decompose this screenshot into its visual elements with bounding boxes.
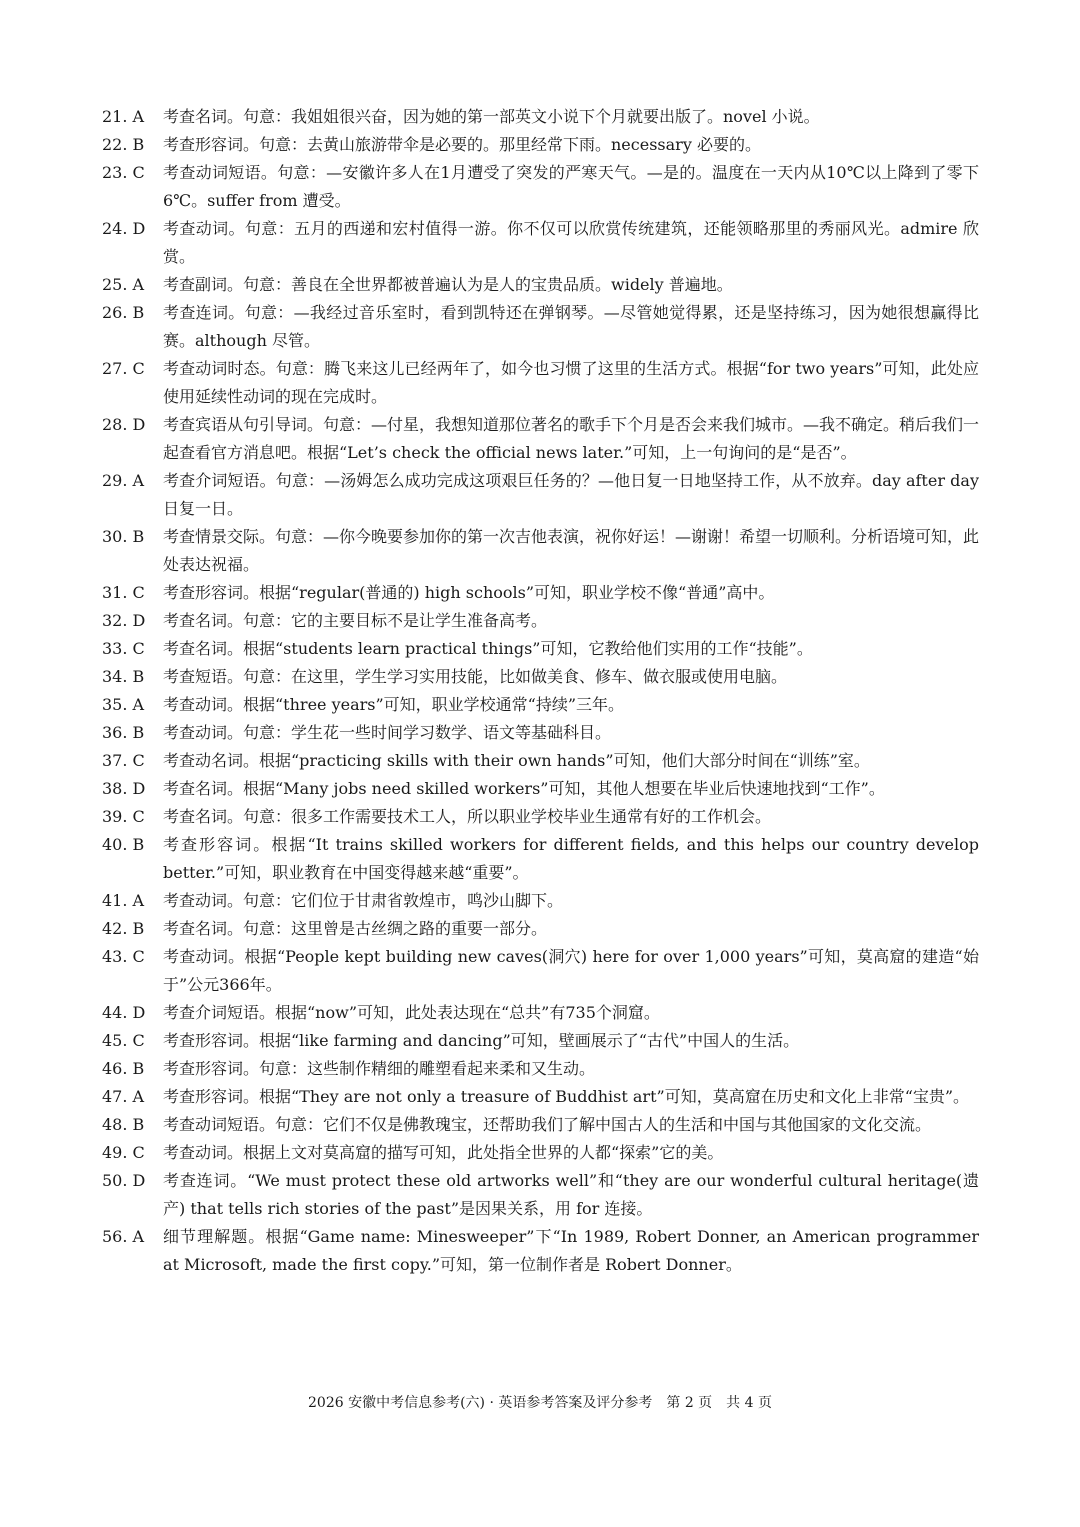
answer-explanation: 考查连词。“We must protect these old artworks well”和“they are our wonderful cultural heritage(遗产) that tells rich stories of the past”是因果关系，用 for 连接。 (163, 1171, 979, 1218)
answer-explanation: 考查动词。根据“three years”可知，职业学校通常“持续”三年。 (163, 695, 625, 714)
answer-number: 39. C (102, 807, 145, 826)
answer-explanation: 考查动词。根据“People kept building new caves(洞穴) here for over 1,000 years”可知，莫高窟的建造“始于”公元366年。 (163, 947, 979, 994)
answer-number: 45. C (102, 1031, 145, 1050)
answer-number: 33. C (102, 639, 145, 658)
answer-explanation: 考查名词。句意：我姐姐很兴奋，因为她的第一部英文小说下个月就要出版了。novel 小说。 (163, 107, 820, 126)
answer-item (0, 1167, 1080, 1223)
answer-item (0, 607, 1080, 635)
answer-number: 28. D (102, 415, 146, 434)
answer-explanation: 考查动名词。根据“practicing skills with their own hands”可知，他们大部分时间在“训练”室。 (163, 751, 870, 770)
answer-explanation: 考查形容词。根据“They are not only a treasure of Buddhist art”可知，莫高窟在历史和文化上非常“宝贵”。 (163, 1087, 970, 1106)
answer-explanation: 考查介词短语。根据“now”可知，此处表达现在“总共”有735个洞窟。 (163, 1003, 660, 1022)
answer-item (0, 719, 1080, 747)
answer-number: 21. A (102, 107, 145, 126)
answer-explanation: 考查情景交际。句意：—你今晚要参加你的第一次吉他表演，祝你好运！—谢谢！希望一切顺利。分析语境可知，此处表达祝福。 (163, 527, 980, 574)
answer-number: 49. C (102, 1143, 145, 1162)
answer-item (0, 691, 1080, 719)
answer-explanation: 考查动词短语。句意：—安徽许多人在1月遭受了突发的严寒天气。—是的。温度在一天内从10℃以上降到了零下6℃。suffer from 遭受。 (163, 163, 979, 210)
answer-number: 24. D (102, 219, 146, 238)
answer-explanation: 考查形容词。根据“like farming and dancing”可知，壁画展示了“古代”中国人的生活。 (163, 1031, 800, 1050)
answer-explanation: 考查名词。根据“Many jobs need skilled workers”可知，其他人想要在毕业后快速地找到“工作”。 (163, 779, 885, 798)
answer-number: 41. A (102, 891, 145, 910)
answer-explanation: 考查动词短语。句意：它们不仅是佛教瑰宝，还帮助我们了解中国古人的生活和中国与其他国家的文化交流。 (163, 1115, 932, 1134)
answer-number: 36. B (102, 723, 145, 742)
answer-number: 40. B (102, 835, 145, 854)
answer-item (0, 1139, 1080, 1167)
answer-number: 34. B (102, 667, 145, 686)
answer-item (0, 1027, 1080, 1055)
answer-item (0, 803, 1080, 831)
answer-explanation: 考查名词。根据“students learn practical things”可知，它教给他们实用的工作“技能”。 (163, 639, 813, 658)
answer-number: 46. B (102, 1059, 145, 1078)
answer-number: 27. C (102, 359, 145, 378)
answer-explanation: 考查动词时态。句意：腾飞来这儿已经两年了，如今也习惯了这里的生活方式。根据“for two years”可知，此处应使用延续性动词的现在完成时。 (163, 359, 979, 406)
answer-item (0, 299, 1080, 355)
answer-item (0, 635, 1080, 663)
answer-item (0, 131, 1080, 159)
answer-item (0, 411, 1080, 467)
answer-item (0, 1223, 1080, 1279)
answer-number: 25. A (102, 275, 145, 294)
answer-item (0, 1083, 1080, 1111)
answer-explanation: 考查宾语从句引导词。句意：—付星，我想知道那位著名的歌手下个月是否会来我们城市。—我不确定。稍后我们一起查看官方消息吧。根据“Let’s check the official news later.”可知，上一句询问的是“是否”。 (163, 415, 980, 462)
answer-number: 42. B (102, 919, 145, 938)
answer-number: 23. C (102, 163, 145, 182)
answer-item (0, 523, 1080, 579)
answer-explanation: 考查名词。句意：这里曾是古丝绸之路的重要一部分。 (163, 919, 548, 938)
answer-explanation: 考查动词。句意：学生花一些时间学习数学、语文等基础科目。 (163, 723, 612, 742)
answer-item (0, 579, 1080, 607)
answer-number: 37. C (102, 751, 145, 770)
answer-number: 35. A (102, 695, 145, 714)
answer-item (0, 775, 1080, 803)
answer-explanation: 考查介词短语。句意：—汤姆怎么成功完成这项艰巨任务的？—他日复一日地坚持工作，从不放弃。day after day 日复一日。 (163, 471, 979, 518)
answer-number: 50. D (102, 1171, 146, 1190)
answer-item (0, 943, 1080, 999)
answer-list (0, 103, 1080, 1279)
answer-number: 43. C (102, 947, 145, 966)
answer-explanation: 考查名词。句意：它的主要目标不是让学生准备高考。 (163, 611, 548, 630)
answer-item (0, 999, 1080, 1027)
answer-item (0, 915, 1080, 943)
answer-number: 32. D (102, 611, 146, 630)
answer-item (0, 159, 1080, 215)
page-footer: 2026 安徽中考信息参考(六) · 英语参考答案及评分参考 第 2 页 共 4 页 (308, 1395, 772, 1411)
answer-number: 47. A (102, 1087, 145, 1106)
answer-number: 22. B (102, 135, 145, 154)
answer-number: 26. B (102, 303, 145, 322)
answer-item (0, 1055, 1080, 1083)
answer-explanation: 考查动词。根据上文对莫高窟的描写可知，此处指全世界的人都“探索”它的美。 (163, 1143, 724, 1162)
answer-number: 31. C (102, 583, 145, 602)
answer-item (0, 355, 1080, 411)
answer-item (0, 1111, 1080, 1139)
answer-explanation: 细节理解题。根据“Game name: Minesweeper”下“In 1989, Robert Donner, an American programmer at Microsoft, made the first copy.”可知，第一位制作者是 Robert Donner。 (163, 1227, 979, 1274)
answer-item (0, 103, 1080, 131)
answer-item (0, 215, 1080, 271)
answer-explanation: 考查副词。句意：善良在全世界都被普遍认为是人的宝贵品质。widely 普遍地。 (163, 275, 733, 294)
answer-item (0, 747, 1080, 775)
answer-number: 56. A (102, 1227, 145, 1246)
answer-item (0, 831, 1080, 887)
answer-number: 30. B (102, 527, 145, 546)
answer-item (0, 467, 1080, 523)
answer-number: 38. D (102, 779, 146, 798)
answer-explanation: 考查短语。句意：在这里，学生学习实用技能，比如做美食、修车、做衣服或使用电脑。 (163, 667, 788, 686)
answer-number: 29. A (102, 471, 145, 490)
answer-explanation: 考查名词。句意：很多工作需要技术工人，所以职业学校毕业生通常有好的工作机会。 (163, 807, 772, 826)
answer-explanation: 考查动词。句意：五月的西递和宏村值得一游。你不仅可以欣赏传统建筑，还能领略那里的秀丽风光。admire 欣赏。 (163, 219, 979, 266)
answer-explanation: 考查连词。句意：—我经过音乐室时，看到凯特还在弹钢琴。—尽管她觉得累，还是坚持练习，因为她很想赢得比赛。although 尽管。 (163, 303, 979, 350)
answer-item (0, 663, 1080, 691)
answer-item (0, 887, 1080, 915)
answer-item (0, 271, 1080, 299)
answer-number: 48. B (102, 1115, 145, 1134)
answer-number: 44. D (102, 1003, 146, 1022)
answer-explanation: 考查形容词。句意：去黄山旅游带伞是必要的。那里经常下雨。necessary 必要的。 (163, 135, 761, 154)
answer-explanation: 考查形容词。根据“regular(普通的) high schools”可知，职业学校不像“普通”高中。 (163, 583, 775, 602)
answer-explanation: 考查形容词。根据“It trains skilled workers for different fields, and this helps our country develop better.”可知，职业教育在中国变得越来越“重要”。 (163, 835, 979, 882)
answer-explanation: 考查动词。句意：它们位于甘肃省敦煌市，鸣沙山脚下。 (163, 891, 564, 910)
answer-explanation: 考查形容词。句意：这些制作精细的雕塑看起来柔和又生动。 (163, 1059, 596, 1078)
